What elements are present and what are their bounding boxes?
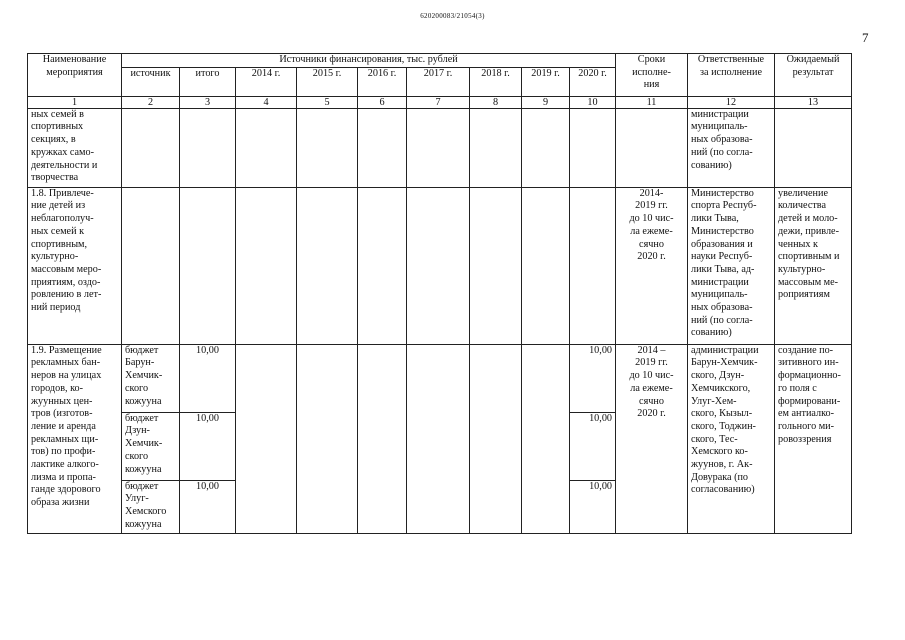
source-cell: бюджет Дзун- Хемчик- ского кожууна	[122, 412, 180, 480]
measure-name: 1.8. Привлече- ние детей из неблагополуч- ных семей к спортивным, культурно- массовым меро- приятиям, оздо- ровлению в лет- ний период	[28, 187, 122, 344]
terms-cell: 2014 – 2019 гг. до 10 чис- ла ежеме- сячно 2020 г.	[616, 344, 688, 533]
header-total: итого	[180, 67, 236, 96]
column-number: 10	[570, 96, 616, 108]
result-cell: создание по- зитивного ин- формационно- го поля с формировани- ем антиалко- гольного ми- ровоззрения	[775, 344, 852, 533]
empty-cell	[570, 187, 616, 344]
column-number: 11	[616, 96, 688, 108]
source-cell: бюджет Улуг- Хемского кожууна	[122, 480, 180, 533]
empty-cell	[122, 108, 180, 187]
column-number: 2	[122, 96, 180, 108]
responsible-cell: Министерство спорта Респуб- лики Тыва, Министерство образования и науки Респуб- лики Тыва, ад- министрации муниципаль- ных образова- ний (по согла- сованию)	[688, 187, 775, 344]
header-terms: Сроки исполне- ния	[616, 54, 688, 97]
empty-cell	[297, 187, 358, 344]
column-number: 13	[775, 96, 852, 108]
empty-cell	[470, 108, 522, 187]
y2020-cell: 10,00	[570, 412, 616, 480]
empty-cell	[407, 344, 470, 533]
page-number: 7	[862, 30, 869, 45]
responsible-cell: министрации муниципаль- ных образова- ний (по согла- сованию)	[688, 108, 775, 187]
header-2017: 2017 г.	[407, 67, 470, 96]
empty-cell	[358, 344, 407, 533]
column-number: 5	[297, 96, 358, 108]
header-result: Ожидаемый результат	[775, 54, 852, 97]
y2020-cell: 10,00	[570, 480, 616, 533]
empty-cell	[407, 108, 470, 187]
table-row	[28, 187, 852, 344]
empty-cell	[236, 187, 297, 344]
empty-cell	[470, 344, 522, 533]
column-number: 4	[236, 96, 297, 108]
empty-cell	[236, 108, 297, 187]
header-row	[28, 54, 852, 68]
empty-cell	[180, 108, 236, 187]
result-cell: увеличение количества детей и моло- дежи, привле- ченных к спортивным и культурно- массовым ме- роприятиям	[775, 187, 852, 344]
measure-name: ных семей в спортивных секциях, в кружках само- деятельности и творчества	[28, 108, 122, 187]
column-number: 6	[358, 96, 407, 108]
table-row	[28, 108, 852, 187]
empty-cell	[297, 344, 358, 533]
header-2019: 2019 г.	[522, 67, 570, 96]
empty-cell	[122, 187, 180, 344]
table-row	[28, 344, 852, 412]
empty-cell	[236, 344, 297, 533]
total-cell: 10,00	[180, 412, 236, 480]
header-name: Наименование мероприятия	[28, 54, 122, 97]
column-number: 8	[470, 96, 522, 108]
empty-cell	[522, 187, 570, 344]
empty-cell	[616, 108, 688, 187]
header-2015: 2015 г.	[297, 67, 358, 96]
empty-cell	[358, 187, 407, 344]
empty-cell	[570, 108, 616, 187]
empty-cell	[358, 108, 407, 187]
header-2016: 2016 г.	[358, 67, 407, 96]
column-number: 7	[407, 96, 470, 108]
column-number-row	[28, 96, 852, 108]
header-2018: 2018 г.	[470, 67, 522, 96]
header-responsible: Ответственные за исполнение	[688, 54, 775, 97]
empty-cell	[470, 187, 522, 344]
column-number: 12	[688, 96, 775, 108]
column-number: 9	[522, 96, 570, 108]
empty-cell	[522, 108, 570, 187]
total-cell: 10,00	[180, 480, 236, 533]
terms-cell: 2014- 2019 гг. до 10 чис- ла ежеме- сячно 2020 г.	[616, 187, 688, 344]
y2020-cell: 10,00	[570, 344, 616, 412]
header-2014: 2014 г.	[236, 67, 297, 96]
header-funding: Источники финансирования, тыс. рублей	[122, 54, 616, 68]
column-number: 1	[28, 96, 122, 108]
header-2020: 2020 г.	[570, 67, 616, 96]
measure-name: 1.9. Размещение рекламных бан- неров на улицах городов, ко- жуунных цен- тров (изготов- ление и аренда рекламных щи- тов) по профи- лактике алкого- лизма и пропа- ганде здорового образа жизни	[28, 344, 122, 533]
empty-cell	[297, 108, 358, 187]
measures-table	[27, 53, 852, 534]
empty-cell	[522, 344, 570, 533]
empty-cell	[775, 108, 852, 187]
empty-cell	[180, 187, 236, 344]
responsible-cell: администрации Барун-Хемчик- ского, Дзун- Хемчикского, Улуг-Хем- ского, Кызыл- ского, Тоджин- ского, Тес- Хемского ко- жуунов, г. Ак- Довурака (по согласованию)	[688, 344, 775, 533]
document-code: 620200083/21054(3)	[420, 12, 485, 20]
source-cell: бюджет Барун- Хемчик- ского кожууна	[122, 344, 180, 412]
empty-cell	[407, 187, 470, 344]
header-source: источник	[122, 67, 180, 96]
total-cell: 10,00	[180, 344, 236, 412]
column-number: 3	[180, 96, 236, 108]
